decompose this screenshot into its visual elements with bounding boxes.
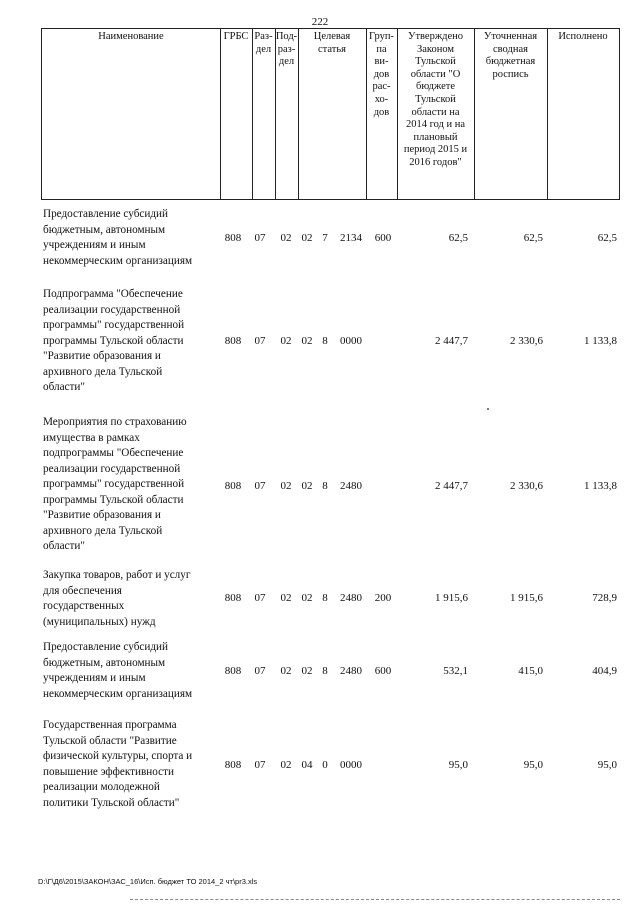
cell-approved: 2 447,7 [435, 480, 468, 492]
cell-razdel: 07 [254, 759, 266, 771]
cell-grbs: 808 [224, 665, 242, 677]
cell-refined: 62,5 [523, 232, 543, 244]
header-approved: Утверждено Законом Тульской области "О бюджете Тульской области на 2014 год и на плановый период 2015 и 2016 годов" [403, 31, 468, 168]
column-divider [547, 29, 548, 199]
cell-program: 04 [301, 759, 313, 771]
cell-grbs: 808 [224, 335, 242, 347]
scan-speck [487, 408, 489, 410]
cell-subprogram: 7 [322, 232, 328, 244]
cell-podrazdel: 02 [280, 592, 292, 604]
row-name: Закупка товаров, работ и услуг для обеспечения государственных (муниципальных) нужд [43, 569, 191, 628]
cell-approved: 532,1 [443, 665, 468, 677]
cell-direction-code: 0000 [340, 335, 362, 347]
table-row [0, 568, 640, 632]
cell-subprogram: 8 [322, 665, 328, 677]
row-name: Предоставление субсидий бюджетным, автономным учреждениям и иным некоммерческим организациям [43, 208, 193, 267]
header-name: Наименование [98, 31, 164, 42]
cell-razdel: 07 [254, 665, 266, 677]
cell-program: 02 [301, 232, 313, 244]
table-row [0, 207, 640, 271]
cell-refined: 95,0 [523, 759, 543, 771]
table-row [0, 718, 640, 816]
cell-razdel: 07 [254, 232, 266, 244]
cell-grbs: 808 [224, 592, 242, 604]
cell-grbs: 808 [224, 759, 242, 771]
cell-program: 02 [301, 665, 313, 677]
cell-direction-code: 0000 [340, 759, 362, 771]
cell-razdel: 07 [254, 592, 266, 604]
header-podrazdel: Под- раз- дел [275, 31, 298, 68]
cell-subprogram: 8 [322, 335, 328, 347]
table-header [41, 28, 620, 200]
cell-approved: 95,0 [448, 759, 468, 771]
cell-expense-group: 600 [374, 232, 392, 244]
cell-approved: 2 447,7 [435, 335, 468, 347]
column-divider [220, 29, 221, 199]
header-refined-budget: Уточненная сводная бюджетная роспись [483, 31, 538, 80]
row-name: Мероприятия по страхованию имущества в рамках подпрограммы "Обеспечение реализации государственной программы" государственной программы Тульской области "Развитие образования и архивного дела Тульской области" [43, 416, 187, 552]
cell-subprogram: 8 [322, 592, 328, 604]
cell-approved: 62,5 [448, 232, 468, 244]
cell-refined: 2 330,6 [510, 335, 543, 347]
cell-executed: 728,9 [592, 592, 617, 604]
header-target-article: Целевая статья [313, 31, 351, 55]
cell-executed: 95,0 [597, 759, 617, 771]
cell-refined: 2 330,6 [510, 480, 543, 492]
cell-subprogram: 0 [322, 759, 328, 771]
header-executed: Исполнено [558, 31, 608, 42]
row-name: Государственная программа Тульской области "Развитие физической культуры, спорта и повышение эффективности реализации молодежной политики Тульской области" [43, 719, 193, 809]
cell-direction-code: 2480 [340, 665, 362, 677]
cell-podrazdel: 02 [280, 335, 292, 347]
header-grbs: ГРБС [223, 31, 249, 42]
footer-file-path: D:\Г\Д6\2015\ЗАКОН\ЗАС_16\Исп. бюджет ТО 2014_2 чт\pr3.xls [38, 877, 258, 886]
cell-expense-group: 200 [374, 592, 392, 604]
cell-executed: 404,9 [592, 665, 617, 677]
row-name: Подпрограмма "Обеспечение реализации государственной программы" государственной программы Тульской области "Развитие образования и архивного дела Тульской области" [43, 288, 185, 393]
cell-executed: 1 133,8 [584, 335, 617, 347]
header-razdel: Раз- дел [254, 31, 273, 55]
cell-refined: 415,0 [518, 665, 543, 677]
table-row [0, 415, 640, 557]
header-expense-group: Груп- па ви- дов рас- хо- дов [369, 31, 394, 118]
cell-razdel: 07 [254, 335, 266, 347]
cell-grbs: 808 [224, 480, 242, 492]
cell-razdel: 07 [254, 480, 266, 492]
table-row [0, 287, 640, 397]
cell-executed: 1 133,8 [584, 480, 617, 492]
page-number: 222 [311, 16, 329, 28]
cell-podrazdel: 02 [280, 232, 292, 244]
cell-program: 02 [301, 592, 313, 604]
cell-direction-code: 2134 [340, 232, 362, 244]
cell-executed: 62,5 [597, 232, 617, 244]
table-row [0, 640, 640, 704]
cell-subprogram: 8 [322, 480, 328, 492]
cell-refined: 1 915,6 [510, 592, 543, 604]
cell-grbs: 808 [224, 232, 242, 244]
cell-expense-group: 600 [374, 665, 392, 677]
row-name: Предоставление субсидий бюджетным, автономным учреждениям и иным некоммерческим организациям [43, 641, 193, 700]
cell-program: 02 [301, 335, 313, 347]
cell-podrazdel: 02 [280, 665, 292, 677]
cell-program: 02 [301, 480, 313, 492]
cell-direction-code: 2480 [340, 592, 362, 604]
cell-podrazdel: 02 [280, 759, 292, 771]
cell-podrazdel: 02 [280, 480, 292, 492]
footer-rule [130, 899, 620, 900]
cell-approved: 1 915,6 [435, 592, 468, 604]
cell-direction-code: 2480 [340, 480, 362, 492]
